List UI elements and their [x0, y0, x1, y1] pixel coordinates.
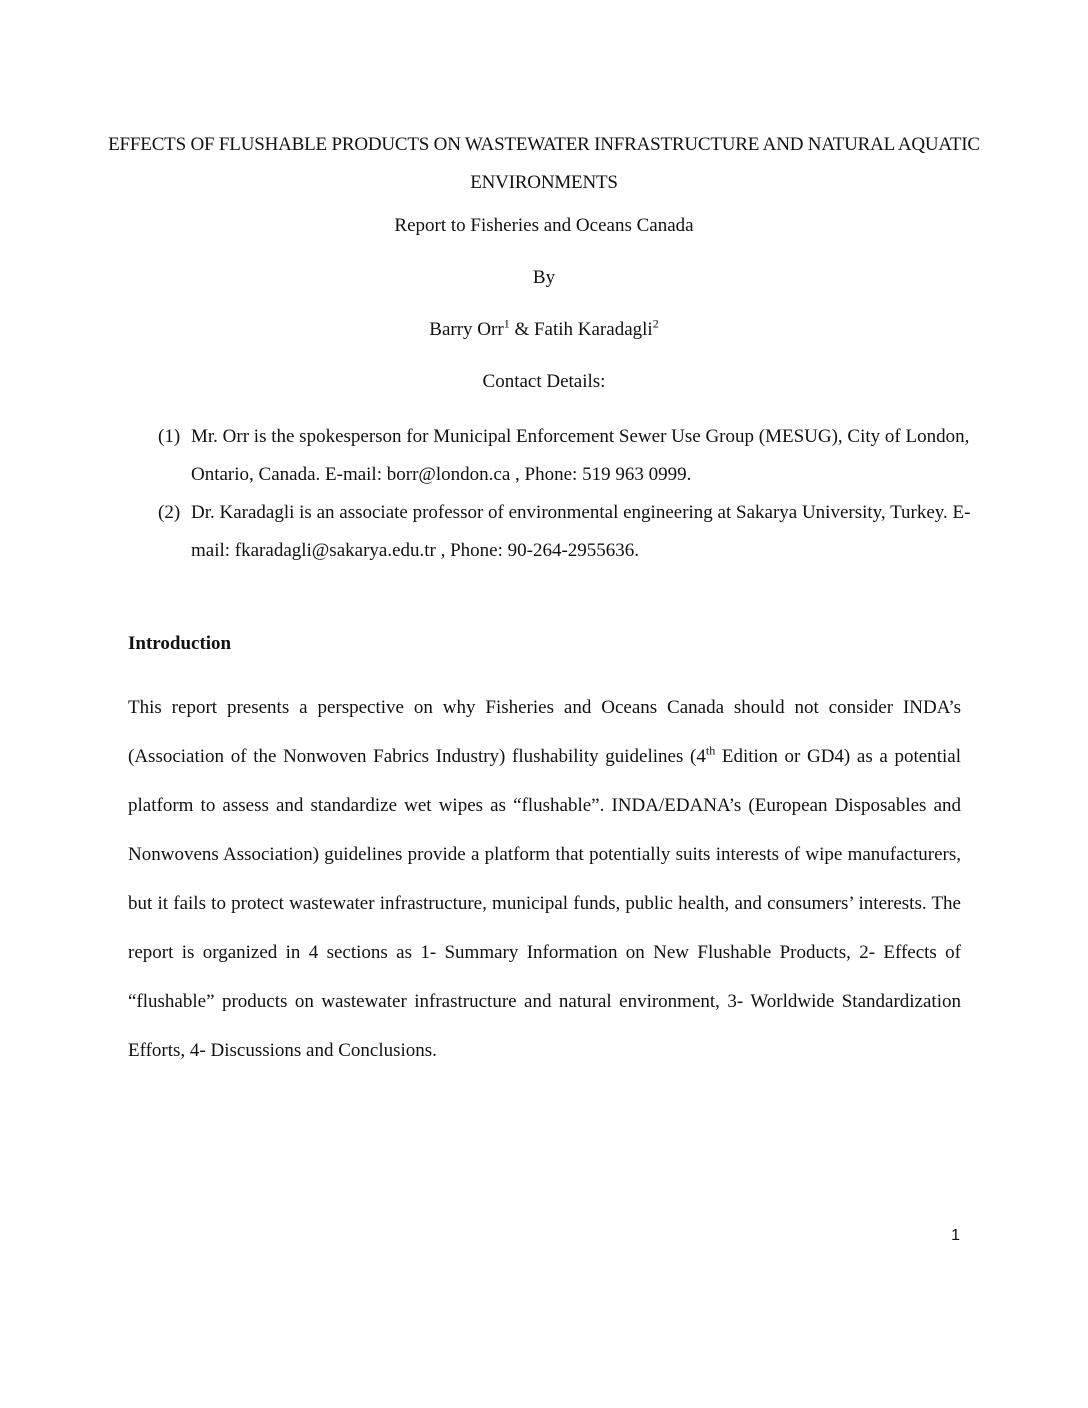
contact-item-text: Dr. Karadagli is an associate professor of environmental engineering at Sakarya University, Turkey. E-mail: fkaradagli@sakarya.edu.tr , Phone: 90-264-2955636. — [191, 502, 971, 561]
contact-item-number: (1) — [158, 426, 181, 447]
document-title: EFFECTS OF FLUSHABLE PRODUCTS ON WASTEWATER INFRASTRUCTURE AND NATURAL AQUATIC ENVIRONMENTS — [108, 134, 980, 193]
intro-text-part-2: Edition or GD4) as a potential platform to assess and standardize wet wipes as “flushable”. INDA/EDANA’s (European Disposables and Nonwovens Association) guidelines provide a platform that potentially suits interests of wipe manufacturers, but it fails to protect wastewater infrastructure, municipal funds, public health, and consumers’ interests. The report is organized in 4 sections as 1- Summary Information on New Flushable Products, 2- Effects of “flushable” products on wastewater infrastructure and natural environment, 3- Worldwide Standardization Efforts, 4- Discussions and Conclusions. — [128, 746, 962, 1061]
report-subtitle: Report to Fisheries and Oceans Canada — [394, 215, 694, 236]
contact-item-text: Mr. Orr is the spokesperson for Municipal Enforcement Sewer Use Group (MESUG), City of London, Ontario, Canada. E-mail: borr@london.ca , Phone: 519 963 0999. — [191, 426, 970, 485]
author-1-name: Barry Orr — [429, 319, 504, 340]
author-separator: & — [509, 319, 534, 340]
contact-item-1 — [158, 418, 978, 494]
contact-item-2 — [158, 494, 978, 570]
contact-item-number: (2) — [158, 502, 181, 523]
page-number: 1 — [951, 1227, 960, 1244]
intro-text-part-1: This report presents a perspective on why Fisheries and Oceans Canada should not consider INDA’s (Association of the Nonwoven Fabrics Industry) flushability guidelines (4 — [128, 697, 961, 767]
contact-details-heading: Contact Details: — [482, 371, 606, 392]
author-1-footnote-mark: 1 — [503, 316, 510, 331]
introduction-paragraph — [128, 683, 961, 1075]
author-2-name: Fatih Karadagli — [533, 319, 653, 340]
author-2-footnote-mark: 2 — [652, 316, 659, 331]
intro-superscript: th — [705, 743, 716, 758]
author-line — [0, 318, 1088, 342]
contact-list — [158, 418, 978, 570]
section-heading-introduction: Introduction — [128, 633, 232, 654]
by-label: By — [532, 267, 556, 288]
